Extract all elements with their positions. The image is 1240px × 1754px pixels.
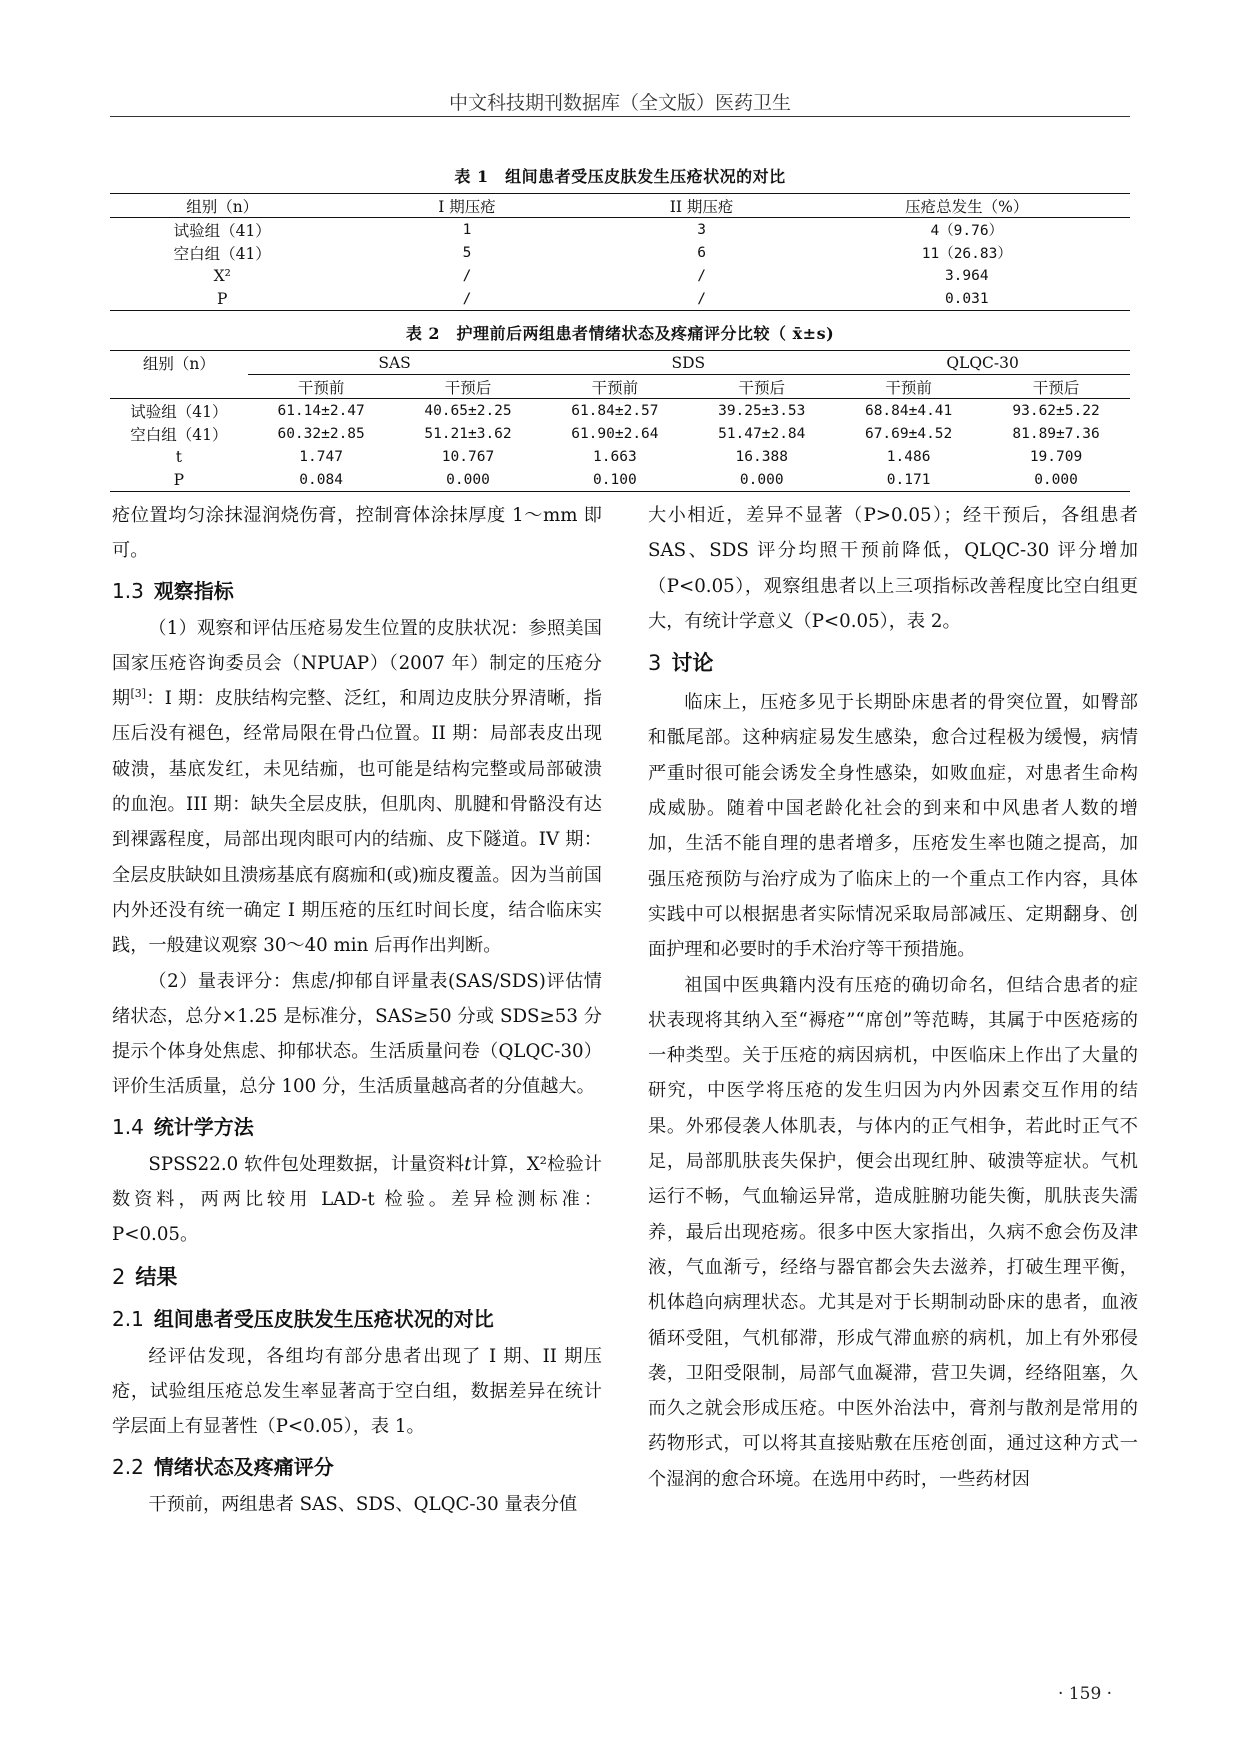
table-cell: 61.84±2.57 [571,402,659,419]
table-cell: 93.62±5.22 [1012,402,1100,419]
paragraph: 干预前，两组患者 SAS、SDS、QLQC-30 量表分值 [148,1493,578,1515]
heading-text: 结果 [135,1264,178,1289]
table-cell: t [175,447,182,466]
table-cell: 4（9.76） [930,223,1004,239]
section-heading-1-3 [112,571,602,611]
heading-text: 观察指标 [153,578,234,603]
table-row [110,422,1130,445]
table-header-cell: 干预前 [248,375,395,399]
table-cell: 67.69±4.52 [864,425,953,442]
table-cell: 0.000 [688,468,835,492]
table-cell: 40.65±2.25 [424,402,512,419]
table-cell: 试验组（41） [130,402,228,421]
table-cell: / [697,267,706,284]
table-cell: 10.767 [441,448,495,465]
table-cell: 6 [697,244,706,261]
paragraph-text: 计算，X²检验计数资料，两两比较用 LAD-t 检验。差异检测标准：P<0.05。 [112,1153,602,1246]
heading-number: 3 [648,651,662,676]
table-cell: 0.000 [982,468,1130,492]
table-cell: 16.388 [735,448,788,465]
table-cell: 61.14±2.47 [277,402,365,419]
paragraph: 经评估发现，各组均有部分患者出现了 I 期、II 期压疮，试验组压疮总发生率显著高于空白组，数据差异在统计学层面上有显著性（P<0.05），表 1。 [112,1345,602,1438]
table-cell: 60.32±2.85 [277,425,365,442]
table-cell: 51.47±2.84 [718,425,806,442]
heading-text: 讨论 [671,651,714,676]
table-cell: 3 [697,221,706,238]
table-cell: 81.89±7.36 [1012,425,1100,442]
paragraph [112,1147,602,1253]
page-number: · 159 · [1058,1684,1113,1704]
table-cell: 1 [462,221,472,238]
table-cell: 空白组（41） [173,244,271,263]
paragraph-text: ：I 期：皮肤结构完整、泛红，和周边皮肤分界清晰，指压后没有褪色，经常局限在骨凸位置。II 期：局部表皮出现破溃，基底发红，未见结痂，也可能是结构完整或局部破溃的血泡。III 期：缺失全层皮肤，但肌肉、肌腱和骨骼没有达到裸露程度，局部出现肉眼可内的结痂、皮下隧道。IV 期：全层皮肤缺如且溃疡基底有腐痂和(或)痂皮覆盖。因为当前国内外还没有统一确定 I 期压疮的压红时间长度，结合临床实践，一般建议观察 30～40 min 后再作出判断。 [112,688,602,957]
table-row [110,218,1130,242]
table-header-cell: 干预前 [835,375,982,399]
table-header-cell: 组别（n） [110,351,248,375]
table-2 [110,321,1130,492]
table-cell: P [110,287,334,311]
heading-text: 统计学方法 [153,1114,254,1139]
table-2-subheader-row [110,375,1130,399]
right-text-column [648,498,1138,1497]
table-cell: / [600,287,804,311]
table-cell: 0.100 [541,468,688,492]
paragraph: 祖国中医典籍内没有压疮的确切命名，但结合患者的症状表现将其纳入至“褥疮”“席创”等范畴，其属于中医疮疡的一种类型。关于压疮的病因病机，中医临床上作出了大量的研究，中医学将压疮的发生归因为内外因素交互作用的结果。外邪侵袭人体肌表，与体内的正气相争，若此时正气不足，局部肌肤丧失保护，便会出现红肿、破溃等症状。气机运行不畅，气血输运异常，造成脏腑功能失衡，肌肤丧失濡养，最后出现疮疡。很多中医大家指出，久病不愈会伤及津液，气血渐亏，经络与器官都会失去滋养，打破生理平衡，机体趋向病理状态。尤其是对于长期制动卧床的患者，血液循环受阻，气机郁滞，形成气滞血瘀的病机，加上有外邪侵袭，卫阳受限制，局部气血凝滞，营卫失调，经络阻塞，久而久之就会形成压疮。中医外治法中，膏剂与散剂是常用的药物形式，可以将其直接贴敷在压疮创面，通过这种方式一个湿润的愈合环境。在选用中药时，一些药材因 [648,974,1138,1490]
table-header-cell: 干预后 [688,375,835,399]
table-cell: P [110,468,248,492]
table-cell: 5 [462,244,472,261]
table-cell: 1.663 [593,448,637,465]
heading-number: 1.3 [112,578,144,603]
table-cell: / [334,287,599,311]
table-cell: 1.747 [299,448,343,465]
table-cell: 19.709 [1029,448,1083,465]
table-cell: 68.84±4.41 [864,402,953,419]
paragraph-text: （1）观察和评估压疮易发生位置的皮肤状况：参照美国国家压疮咨询委员会（NPUAP）（2007 年）制定的压疮分期 [112,617,602,710]
table-1-caption: 表 1 组间患者受压皮肤发生压疮状况的对比 [454,167,786,186]
section-heading-1-4 [112,1107,602,1147]
heading-number: 2.2 [112,1454,144,1479]
table-header-cell: 压疮总发生（%） [804,194,1130,218]
table-row [110,399,1130,423]
table-header-cell [110,375,248,399]
section-heading-3 [648,643,1138,683]
table-header-cell: 干预前 [541,375,688,399]
citation-ref: [3] [130,687,147,701]
paragraph-text: SPSS22.0 软件包处理数据，计量资料 [148,1153,465,1175]
table-2-caption: 表 2 护理前后两组患者情绪状态及疼痛评分比较（ x̄±s) [405,324,835,343]
left-text-column [112,498,602,1522]
table-row [110,241,1130,264]
table-cell: X² [213,266,231,285]
table-header-cell: I 期压疮 [334,194,599,218]
table-cell: 空白组（41） [130,425,228,444]
table-header-cell: II 期压疮 [600,194,804,218]
table-cell: 61.90±2.64 [571,425,659,442]
table-header-cell: SAS [248,351,542,375]
paragraph: 临床上，压疮多见于长期卧床患者的骨突位置，如臀部和骶尾部。这种病症易发生感染，愈合过程极为缓慢，病情严重时很可能会诱发全身性感染，如败血症，对患者生命构成威胁。随着中国老龄化社会的到来和中风患者人数的增加，生活不能自理的患者增多，压疮发生率也随之提高，加强压疮预防与治疗成为了临床上的一个重点工作内容，具体实践中可以根据患者实际情况采取局部减压、定期翻身、创面护理和必要时的手术治疗等干预措施。 [648,692,1138,961]
table-2-grid [110,350,1130,492]
table-header-cell: 干预后 [395,375,542,399]
journal-header: 中文科技期刊数据库（全文版）医药卫生 [448,92,791,114]
section-heading-2-2 [112,1447,602,1487]
table-header-cell: 组别（n） [110,194,334,218]
heading-number: 2.1 [112,1306,144,1331]
table-header-cell: QLQC-30 [835,351,1130,375]
heading-text: 组间患者受压皮肤发生压疮状况的对比 [153,1306,494,1331]
table-cell: 1.486 [886,448,931,465]
paragraph [112,611,602,964]
table-cell: 试验组（41） [173,221,271,240]
table-header-cell: SDS [541,351,835,375]
section-heading-2-1 [112,1299,602,1339]
table-cell: 3.964 [944,267,989,284]
table-cell: / [462,267,472,284]
table-1 [110,164,1130,311]
table-row [110,287,1130,311]
table-cell: 0.084 [248,468,395,492]
table-1-header-row [110,194,1130,218]
table-row [110,445,1130,468]
table-cell: 39.25±3.53 [718,402,806,419]
table-cell: 51.21±3.62 [424,425,512,442]
paragraph: （2）量表评分：焦虑/抑郁自评量表(SAS/SDS)评估情绪状态，总分×1.25 是标准分，SAS≥50 分或 SDS≥53 分提示个体身处焦虑、抑郁状态。生活质量问卷（QLQC-30）评价生活质量，总分 100 分，生活质量越高者的分值越大。 [112,970,602,1098]
heading-text: 情绪状态及疼痛评分 [153,1454,334,1479]
table-header-cell: 干预后 [982,375,1130,399]
table-2-scale-row [110,351,1130,375]
table-row [110,264,1130,287]
italic-t: t [464,1153,472,1175]
table-1-grid [110,193,1130,311]
heading-number: 2 [112,1264,126,1289]
table-cell: 0.000 [395,468,542,492]
heading-number: 1.4 [112,1114,144,1139]
table-row [110,468,1130,492]
header-rule [110,116,1130,117]
section-heading-2 [112,1257,602,1297]
table-cell: 0.171 [835,468,982,492]
paragraph: 疮位置均匀涂抹湿润烧伤膏，控制膏体涂抹厚度 1～mm 即可。 [112,505,602,562]
paragraph: 大小相近，差异不显著（P>0.05）；经干预后，各组患者 SAS、SDS 评分均照干预前降低，QLQC-30 评分增加（P<0.05），观察组患者以上三项指标改善程度比空白组更大，有统计学意义（P<0.05），表 2。 [648,505,1138,632]
table-cell: 11（26.83） [921,246,1012,262]
table-cell: 0.031 [804,287,1130,311]
